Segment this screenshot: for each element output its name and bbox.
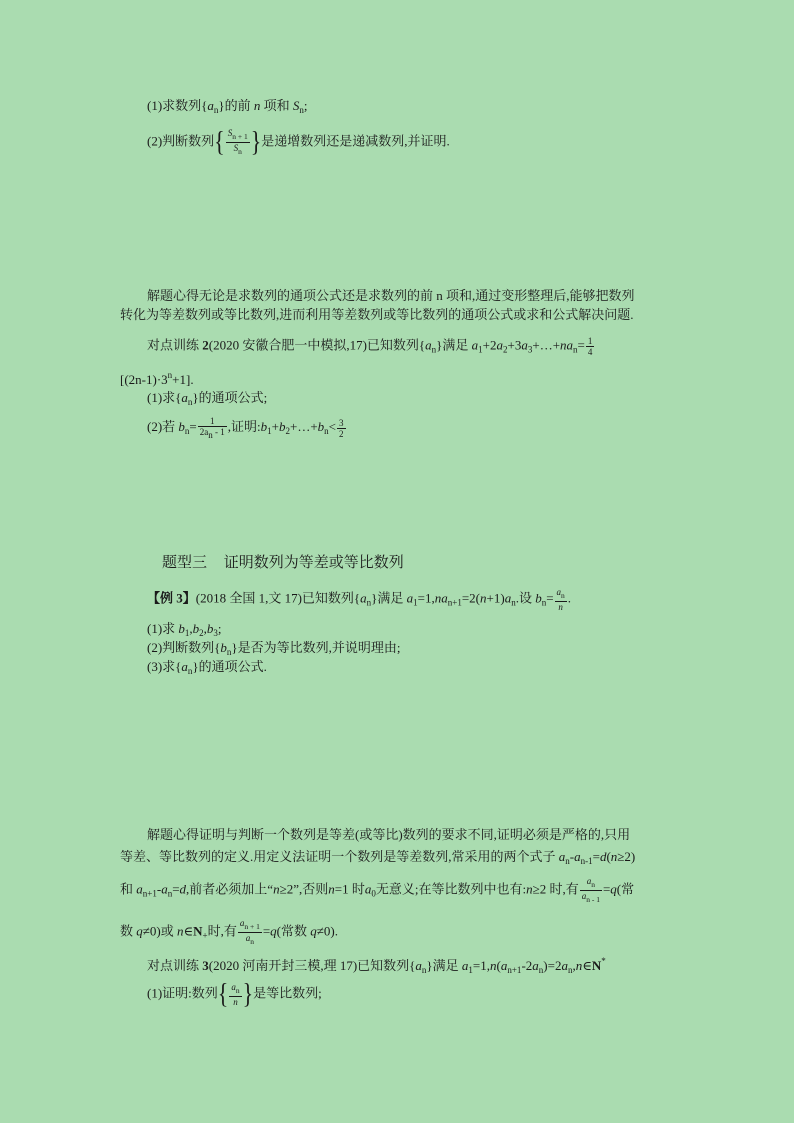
training-2-formula-tail: $[(2n-1)\cdot 3^n+1]$.	[120, 370, 194, 387]
training-2-q2: (2)若 $b_n=$ $\frac{1}{2an - 1}$ ,证明$:b_1+b_2+\dots+b_n<$ $\frac{3}{2}$	[147, 416, 344, 440]
tip-3-line-1: 解题心得证明与判断一个数列是等差(或等比)数列的要求不同,证明必须是严格的,只用	[147, 827, 631, 842]
tip-1-line-2: 转化为等差数列或等比数列,进而利用等差数列或等比数列的通项公式或求和公式解决问题.	[120, 307, 634, 322]
tip-3-line-3: 和 $a_{n+1}-a_n=d$,前者必须加上“n≥2”,否则n=1 时$a_0$无意义;在等比数列中也有:n≥2 时,有 $\frac{a_n}{a_{n - 1}}$ =q(常	[120, 876, 635, 904]
training-3-q1: (1)证明:数列{ $\frac{a_n}{n}$ }是等比数列;	[147, 977, 322, 1011]
tip-3-line-2: 等差、等比数列的定义.用定义法证明一个数列是等差数列,常采用的两个式子 $a_n-a_{n-1}=d(n\ge 2)$	[120, 849, 636, 866]
example-3-q2: (2)判断数列$\{b_n\}$是否为等比数列,并说明理由;	[147, 640, 401, 657]
example-3-q1: (1)求 $b_1,b_2,b_3$;	[147, 621, 222, 638]
section-3-heading: 题型三 证明数列为等差或等比数列	[162, 554, 404, 571]
question-1-1: (1)求数列$\{a_n\}$的前 n 项和 $S_n$;	[147, 98, 308, 115]
training-2-q1: (1)求$\{a_n\}$的通项公式;	[147, 390, 268, 407]
tip-3-line-4: 数 q≠0)或 $n\in N_+$时,有 $\frac{a_{n + 1}}{a_n}$ =q(常数 q≠0).	[120, 918, 338, 946]
tip-1-line-1: 解题心得无论是求数列的通项公式还是求数列的前 n 项和,通过变形整理后,能够把数列	[147, 288, 635, 303]
example-3-intro: 【例 3】(2018 全国 1,文 17)已知数列$\{a_n\}$满足 $a_1=1,na_{n+1}=2(n+1)a_n$.设 $b_n=$ $\frac{a_n}{n}$ .	[147, 587, 572, 612]
question-1-2: (2)判断数列{ $\frac{S_{n + 1}}{S_n}$ }是递增数列还是递减数列,并证明.	[147, 125, 450, 158]
training-2-intro: 对点训练 2(2020 安徽合肥一中模拟,17)已知数列$\{a_n\}$满足 $a_1+2a_2+3a_3+\dots+na_n=$ $\frac{1}{4}$	[147, 336, 593, 357]
training-3-intro: 对点训练 3(2020 河南开封三模,理 17)已知数列$\{a_n\}$满足 $a_1=1,n(a_{n+1}-2a_n)=2a_n,n\in N^*$	[147, 956, 606, 975]
example-3-q3: (3)求$\{a_n\}$的通项公式.	[147, 659, 267, 676]
